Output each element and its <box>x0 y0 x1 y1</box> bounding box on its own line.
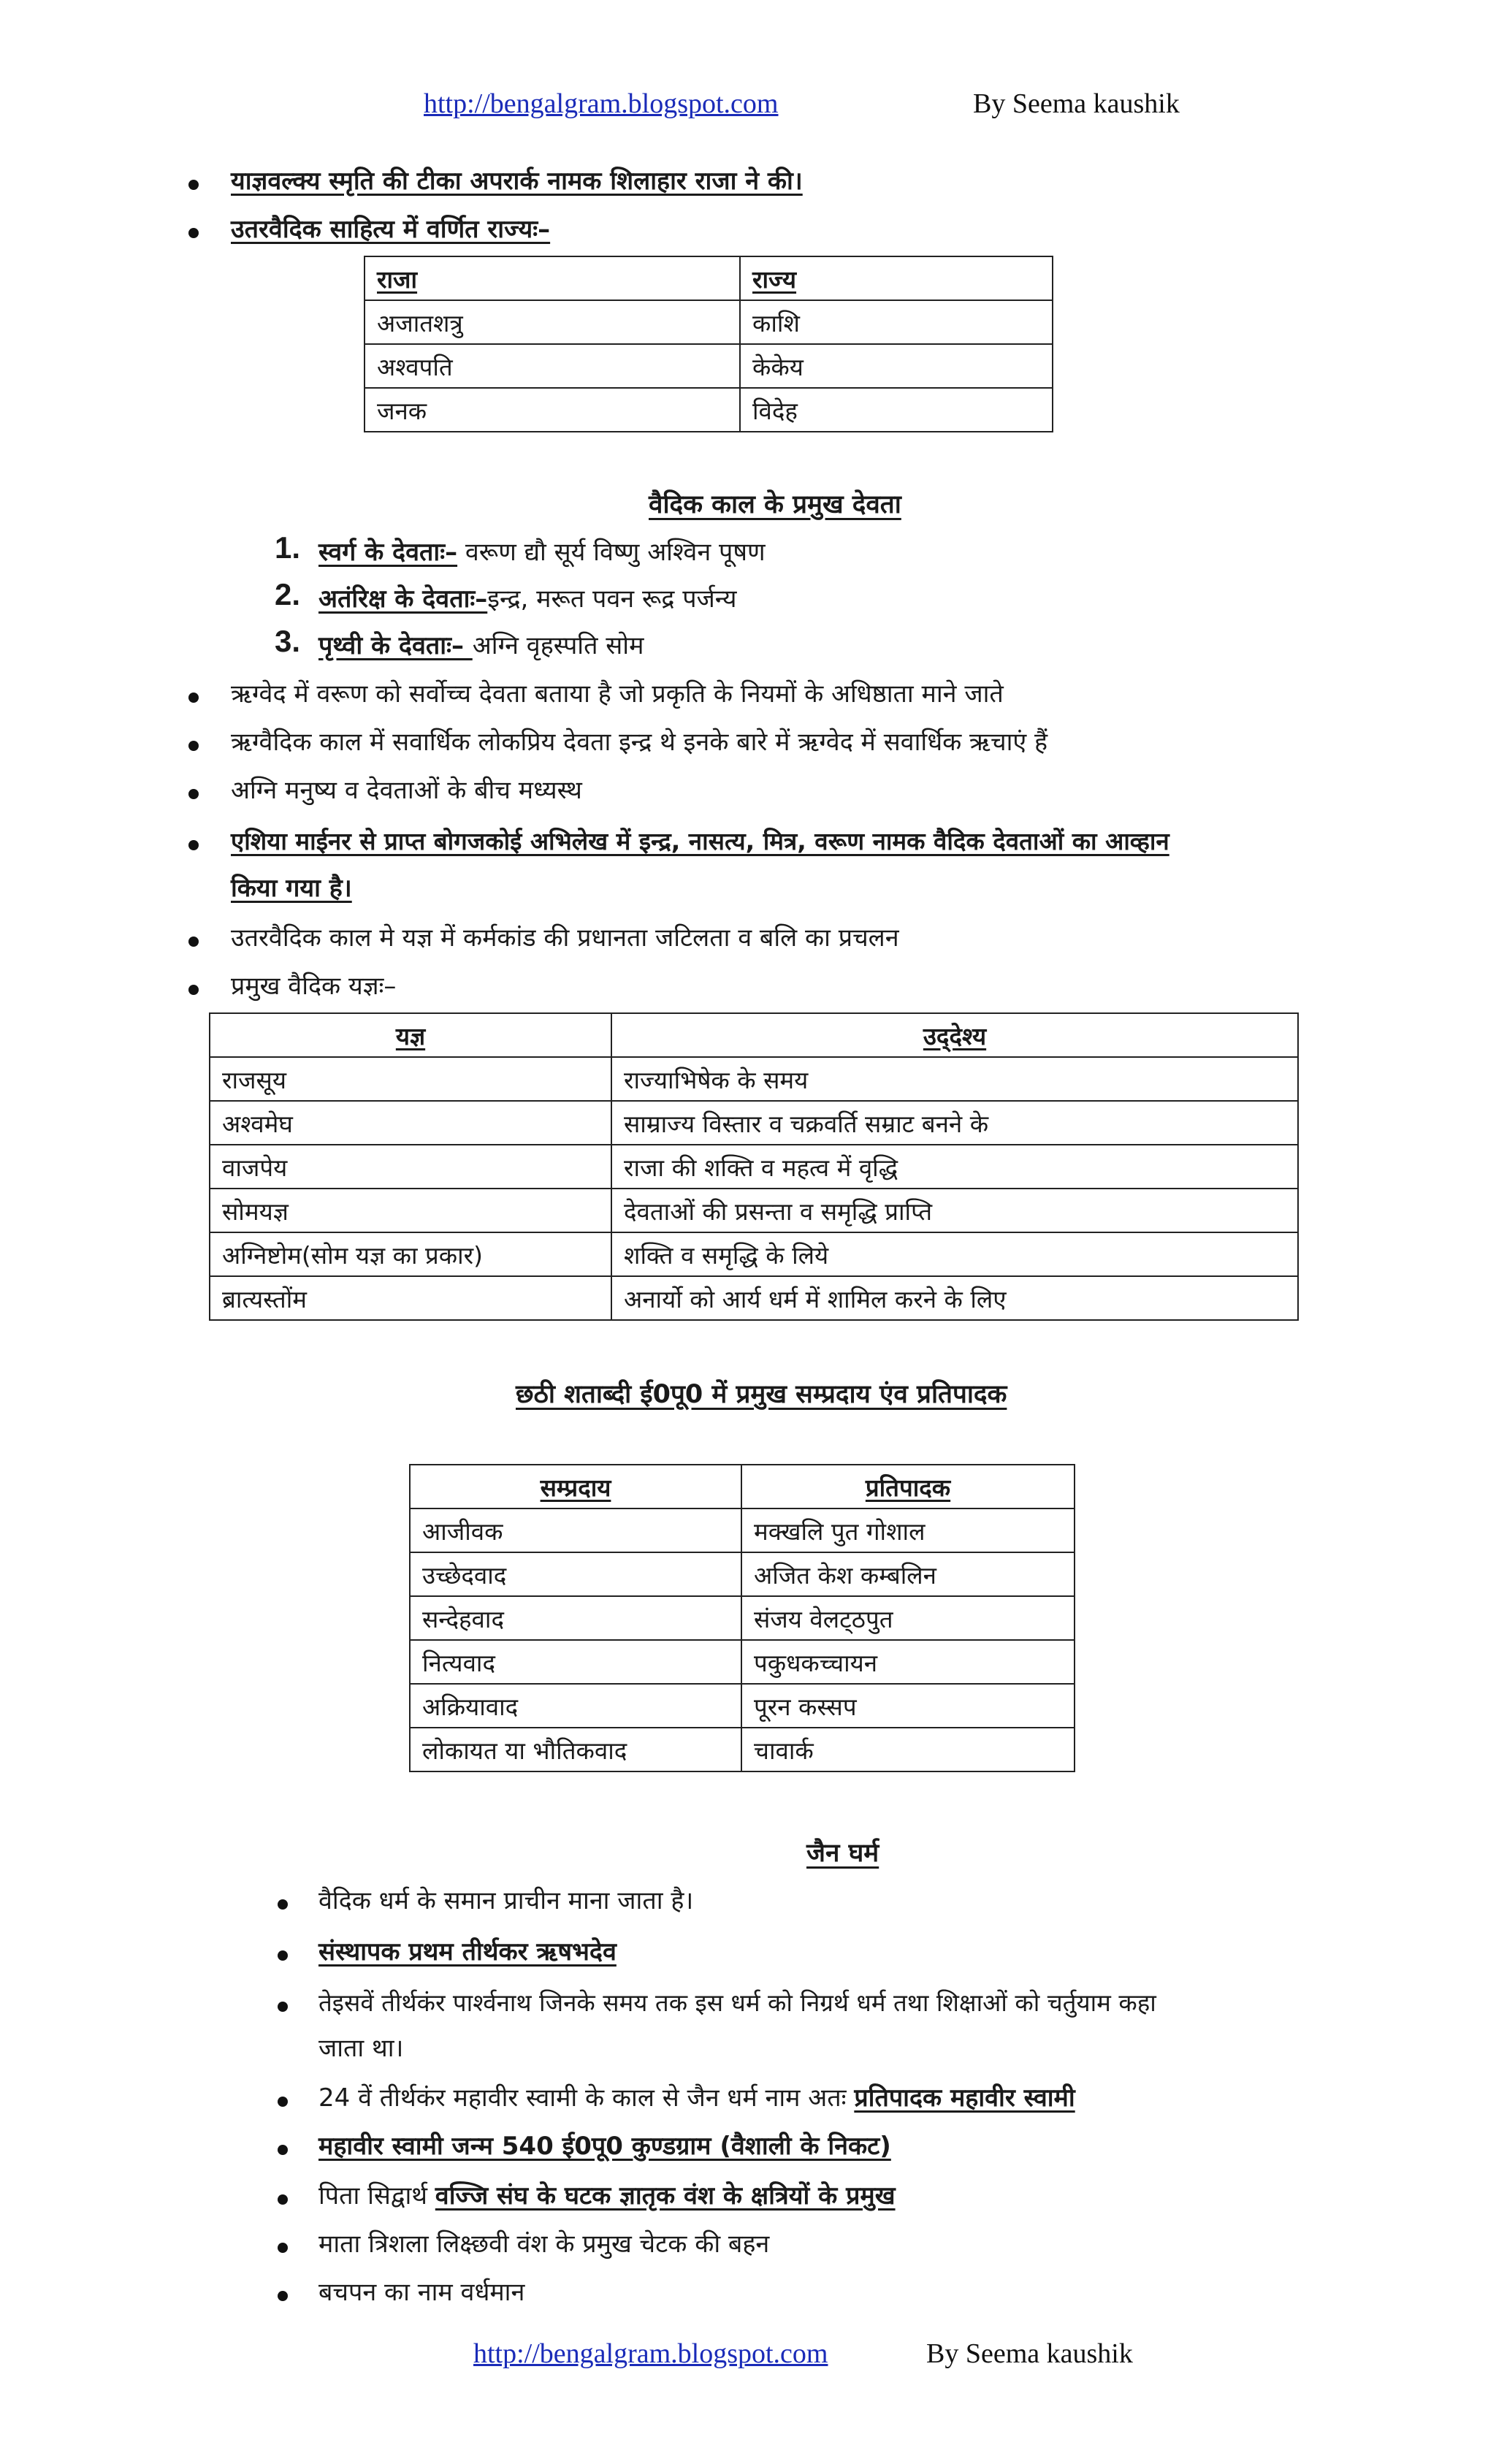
table-cell: केकेय <box>740 344 1053 388</box>
table-row <box>210 1276 1298 1320</box>
table-header-cell: प्रतिपादक <box>741 1465 1075 1508</box>
table-cell: सन्देहवाद <box>410 1596 741 1640</box>
table-cell: विदेह <box>740 388 1053 432</box>
list-item: एशिया माईनर से प्राप्त बोगजकोई अभिलेख में इन्द्र, नासत्य, मित्र, वरूण नामक वैदिक देवताओं का आव्हान <box>231 827 1169 855</box>
table-cell: वाजपेय <box>210 1145 611 1189</box>
footer-link[interactable]: http://bengalgram.blogspot.com <box>473 2338 828 2369</box>
list-item: वैदिक धर्म के समान प्राचीन माना जाता है। <box>318 1886 694 1915</box>
table-row <box>365 300 1053 344</box>
list-item: अग्नि मनुष्य व देवताओं के बीच मध्यस्थ <box>231 776 582 805</box>
table-cell: राजसूय <box>210 1057 611 1101</box>
footer-author: By Seema kaushik <box>926 2338 1133 2369</box>
table-cell: संजय वेलट्‌ठपुत <box>741 1596 1075 1640</box>
list-item: याज्ञवल्क्य स्मृति की टीका अपरार्क नामक शिलाहार राजा ने की। <box>231 167 803 196</box>
list-item: उतरवैदिक साहित्य में वर्णित राज्यः– <box>231 215 551 244</box>
list-item: तेइसवें तीर्थकंर पार्श्वनाथ जिनके समय तक इस धर्म को निग्रर्थ धर्म तथा शिक्षाओं को चर्तुयाम कहा <box>318 1988 1156 2017</box>
bullet-marker <box>278 2145 288 2155</box>
list-item: माता त्रिशला लिक्ष्छवी वंश के प्रमुख चेटक की बहन <box>318 2230 770 2259</box>
bullet-marker <box>188 937 199 947</box>
table-header-cell: राज्य <box>740 256 1053 300</box>
table-row <box>210 1232 1298 1276</box>
list-item: अतंरिक्ष के देवताः–इन्द्र, मरूत पवन रूद्र पर्जन्य <box>318 584 737 614</box>
table-cell: अश्वमेघ <box>210 1101 611 1145</box>
list-item: संस्थापक प्रथम तीर्थकर ऋषभदेव <box>318 1937 617 1967</box>
table-cell: अश्वपति <box>365 344 740 388</box>
bullet-marker <box>278 2243 288 2253</box>
table-cell: जनक <box>365 388 740 432</box>
list-item: पृथ्वी के देवताः– अग्नि वृहस्पति सोम <box>318 631 644 660</box>
section-heading-sects: छठी शताब्दी ई0पू0 में प्रमुख सम्प्रदाय एंव प्रतिपादक <box>516 1380 1007 1409</box>
bullet-marker <box>188 693 199 703</box>
list-item: स्वर्ग के देवताः– वरूण द्यौ सूर्य विष्णु अश्विन पूषण <box>318 538 766 567</box>
table-header-cell: उद्‌देश्य <box>611 1013 1298 1057</box>
table-header-row <box>210 1013 1298 1057</box>
table-cell: अजित केश कम्बलिन <box>741 1552 1075 1596</box>
table-header-cell: राजा <box>365 256 740 300</box>
table-cell: शक्ति व समृद्धि के लिये <box>611 1232 1298 1276</box>
table-cell: लोकायत या भौतिकवाद <box>410 1728 741 1771</box>
list-item: ऋग्वेद में वरूण को सर्वोच्च देवता बताया है जो प्रकृति के नियमों के अधिष्ठाता माने जाते <box>231 679 1004 709</box>
yajna-table <box>209 1012 1299 1321</box>
table-row <box>410 1728 1075 1771</box>
table-cell: अग्निष्टोम(सोम यज्ञ का प्रकार) <box>210 1232 611 1276</box>
bullet-marker <box>278 1899 288 1910</box>
table-row <box>365 388 1053 432</box>
table-cell: उच्छेदवाद <box>410 1552 741 1596</box>
table-row <box>410 1640 1075 1684</box>
list-number: 3. <box>275 624 301 658</box>
table-row <box>210 1189 1298 1232</box>
list-item-continuation: किया गया है। <box>231 874 352 903</box>
list-item: महावीर स्वामी जन्म 540 ई0पू0 कुण्डग्राम (वैशाली के निकट) <box>318 2132 891 2161</box>
table-row <box>210 1101 1298 1145</box>
header-link[interactable]: http://bengalgram.blogspot.com <box>424 88 779 119</box>
table-cell: अनार्यो को आर्य धर्म में शामिल करने के लिए <box>611 1276 1298 1320</box>
table-cell: सोमयज्ञ <box>210 1189 611 1232</box>
section-heading-gods: वैदिक काल के प्रमुख देवता <box>649 490 901 519</box>
table-row <box>210 1145 1298 1189</box>
table-cell: साम्राज्य विस्तार व चक्रवर्ति सम्राट बनने के <box>611 1101 1298 1145</box>
table-cell: अजातशत्रु <box>365 300 740 344</box>
table-cell: काशि <box>740 300 1053 344</box>
bullet-marker <box>188 985 199 995</box>
table-cell: आजीवक <box>410 1508 741 1552</box>
bullet-marker <box>188 789 199 799</box>
table-cell: पूरन कस्सप <box>741 1684 1075 1728</box>
header-author: By Seema kaushik <box>973 88 1180 119</box>
bullet-marker <box>278 1950 288 1961</box>
table-header-row <box>410 1465 1075 1508</box>
kingdoms-table <box>364 256 1053 432</box>
bullet-marker <box>188 228 199 238</box>
table-header-cell: यज्ञ <box>210 1013 611 1057</box>
table-cell: राज्याभिषेक के समय <box>611 1057 1298 1101</box>
list-item: 24 वें तीर्थकंर महावीर स्वामी के काल से जैन धर्म नाम अतः प्रतिपादक महावीर स्वामी <box>318 2083 1075 2113</box>
table-header-cell: सम्प्रदाय <box>410 1465 741 1508</box>
list-number: 1. <box>275 530 301 565</box>
table-header-row <box>365 256 1053 300</box>
list-item: ऋग्वैदिक काल में सवार्धिक लोकप्रिय देवता इन्द्र थे इनके बारे में ऋग्वेद में सवार्धिक ऋचाएं हैं <box>231 728 1048 757</box>
bullet-marker <box>278 2097 288 2107</box>
list-item-continuation: जाता था। <box>318 2034 404 2063</box>
table-cell: नित्यवाद <box>410 1640 741 1684</box>
table-row <box>410 1508 1075 1552</box>
sects-table <box>409 1464 1075 1772</box>
bullet-marker <box>278 2194 288 2205</box>
table-cell: ब्रात्यस्तोंम <box>210 1276 611 1320</box>
list-item: बचपन का नाम वर्धमान <box>318 2278 525 2307</box>
table-row <box>410 1596 1075 1640</box>
bullet-marker <box>188 180 199 190</box>
table-row <box>210 1057 1298 1101</box>
table-cell: पकुधकच्चायन <box>741 1640 1075 1684</box>
list-item: प्रमुख वैदिक यज्ञः– <box>231 972 397 1001</box>
table-cell: मक्खलि पुत गोशाल <box>741 1508 1075 1552</box>
table-row <box>365 344 1053 388</box>
bullet-marker <box>188 741 199 751</box>
list-item: उतरवैदिक काल मे यज्ञ में कर्मकांड की प्रधानता जटिलता व बलि का प्रचलन <box>231 923 899 953</box>
table-row <box>410 1552 1075 1596</box>
table-cell: चावार्क <box>741 1728 1075 1771</box>
section-heading-jain: जैन घर्म <box>806 1839 879 1868</box>
bullet-marker <box>188 840 199 850</box>
table-cell: राजा की शक्ति व महत्व में वृद्धि <box>611 1145 1298 1189</box>
list-number: 2. <box>275 577 301 611</box>
bullet-marker <box>278 2002 288 2012</box>
table-cell: देवताओं की प्रसन्ता व समृद्धि प्राप्ति <box>611 1189 1298 1232</box>
list-item: पिता सिद्वार्थ वज्जि संघ के घटक ज्ञातृक वंश के क्षत्रियों के प्रमुख <box>318 2181 896 2211</box>
table-row <box>410 1684 1075 1728</box>
bullet-marker <box>278 2291 288 2301</box>
table-cell: अक्रियावाद <box>410 1684 741 1728</box>
